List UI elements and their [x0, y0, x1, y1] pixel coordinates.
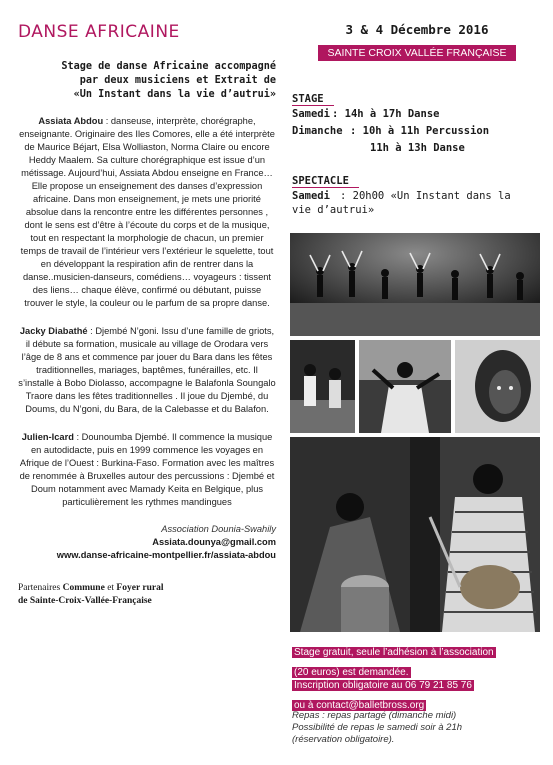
left-column	[18, 22, 276, 608]
page-title: DANSE AFRICAINE	[18, 22, 180, 42]
photo-musicians	[290, 340, 355, 433]
photo-portrait	[455, 340, 540, 433]
photo-drummer	[290, 437, 540, 632]
stage-dimanche	[292, 123, 542, 140]
stage-section	[292, 87, 542, 157]
spectacle-section	[292, 169, 542, 219]
photo-dancer-image	[359, 340, 451, 433]
event-dates: 3 & 4 Décembre 2016	[345, 22, 489, 37]
info-line-3: Inscription obligatoire au 06 79 21 85 76	[294, 680, 472, 691]
partners-commune: Commune	[62, 583, 105, 593]
partners-block	[18, 582, 276, 608]
stage-dimanche-value-1: : 10h à 11h Percussion	[350, 125, 490, 137]
partners-et: et	[104, 583, 117, 593]
contact-email[interactable]: Assiata.dounya@gmail.com	[152, 537, 276, 547]
partners-place: de Sainte-Croix-Vallée-Française	[18, 596, 152, 606]
repas-line-2: Possibilité de repas le samedi soir à 21h	[292, 722, 463, 733]
photo-dance-class	[290, 233, 540, 336]
bio-julien	[18, 431, 276, 509]
website-link[interactable]: www.danse-africaine-montpellier.fr/assiata-abdou	[56, 550, 276, 560]
bio-julien-name: Julien-Icard	[21, 432, 74, 442]
photo-portrait-image	[455, 340, 540, 433]
partners-line-2	[18, 595, 276, 608]
bio-jacky	[18, 325, 276, 416]
stage-samedi-value: : 14h à 17h Danse	[332, 108, 440, 120]
right-column	[292, 22, 542, 219]
event-place-banner: SAINTE CROIX VALLÉE FRANÇAISE	[318, 45, 516, 61]
partners-prefix: Partenaires	[18, 583, 63, 593]
info-line-2: (20 euros) est demandée.	[294, 666, 409, 678]
spectacle-samedi-2: vie d’autrui»	[292, 204, 375, 216]
photo-dance-class-image	[290, 233, 540, 336]
repas-note	[292, 710, 507, 746]
info-line-4[interactable]: ou à contact@balletbross.org	[294, 699, 425, 711]
subtitle-line-2: par deux musiciens et Extrait de	[79, 75, 276, 86]
bio-assiata-text: : danseuse, interprète, chorégraphe, enseignante. Originaire des Iles Comores, elle a été interprète de Maurice Béjart, Elsa Wolliaston, Norma Claire ou encore Heddy Maalem. Sa culture chorégraphique est issue d’un métissage. Aujourd’hui, Assiata Abdou enseigne en France… Elle propose un enseignement des danses d’expression africaine. Dans mon enseignement, je mets une priorité absolue dans la rencontre entre les différentes personnes , dont le sens est d’être à l’écoute du corps et de la musique, tout en respectant la morphologie de chacun, un premier temps de travail de l’intérieur vers l’extérieur le squelette, tout en développant la respiration afin de rentrer dans la danse..musicien-danseurs, comédiens… voyageurs : tissent des liens… chaque élève, confirmé ou débutant, puisse trouver le style, la couleur ou le parfum de sa propre danse.	[19, 116, 275, 308]
stage-dimanche-2: 11h à 13h Danse	[370, 142, 465, 154]
photo-dancer	[359, 340, 451, 433]
bio-assiata	[18, 115, 276, 310]
spectacle-samedi-value-1: : 20h00 «Un Instant dans la	[340, 190, 511, 202]
subtitle-line-3: «Un Instant dans la vie d’autrui»	[73, 89, 276, 100]
event-subtitle	[18, 60, 276, 102]
photo-musicians-image	[290, 340, 355, 433]
spectacle-samedi-label: Samedi	[292, 190, 330, 202]
photo-drummer-image	[290, 437, 540, 632]
partners-line-1	[18, 582, 276, 595]
contact-block	[18, 523, 276, 562]
bio-julien-text: : Dounoumba Djembé. Il commence la musique en autodidacte, puis en 1999 commence les voyages en Afrique de l’Ouest : Burkina-Faso. Formation avec les maîtres de renommée à Bruxelles autour des percussions : Djembé et Doum notamment avec Mamady Keita en Belgique, plus particulièrement les rythmes mandingues	[19, 432, 275, 507]
association-name: Association Dounia-Swahily	[161, 524, 276, 534]
partners-foyer: Foyer rural	[116, 583, 164, 593]
bio-jacky-text: : Djembé N’goni. Issu d’une famille de griots, il débute sa formation, musicale au village de Orodara vers l’âge de 8 ans et commence par jouer du Bara dans les fêtes traditionnelles, mariages, baptêmes, funérailles, etc. Il s’installe à Bobo Diolasso, accompagne le Balafonla Soungalo Traore dans les fêtes traditionnelles . Il joue du Djembé, du Doums, du N’goni, du Bara, de la Calebasse et du Balafon.	[18, 326, 276, 414]
stage-heading: STAGE	[292, 93, 334, 106]
bio-jacky-name: Jacky Diabathé	[19, 326, 88, 336]
spectacle-heading: SPECTACLE	[292, 175, 359, 188]
bio-assiata-name: Assiata Abdou	[38, 116, 104, 126]
stage-samedi	[292, 106, 542, 123]
repas-line-1: Repas : repas partagé (dimanche midi)	[292, 710, 457, 721]
stage-samedi-label: Samedi	[292, 108, 330, 120]
repas-line-3: (réservation obligatoire).	[292, 734, 395, 745]
subtitle-line-1: Stage de danse Africaine accompagné	[61, 61, 276, 72]
stage-dimanche-label: Dimanche	[292, 125, 343, 137]
info-registration	[292, 673, 502, 712]
info-line-1: Stage gratuit, seule l’adhésion à l’association	[294, 647, 494, 658]
